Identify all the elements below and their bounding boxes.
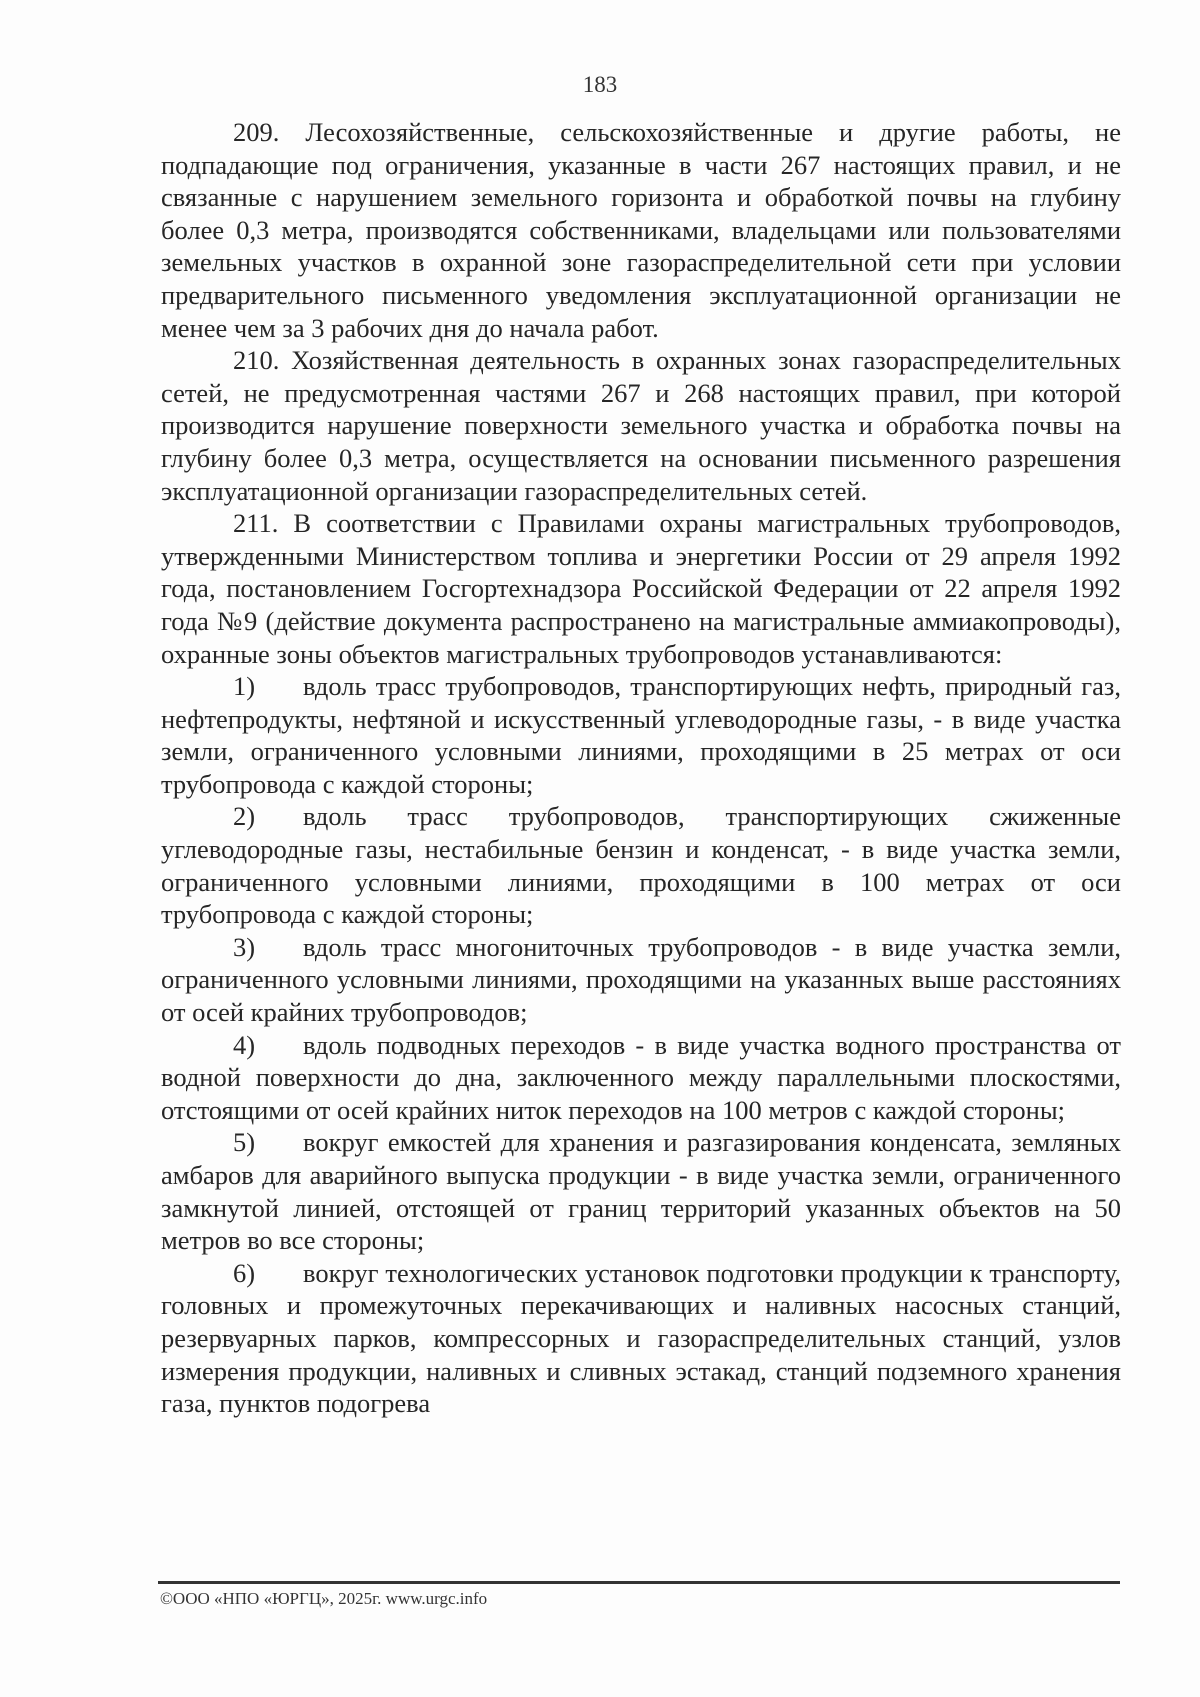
paragraph-211: 211. В соответствии с Правилами охраны магистральных трубопроводов, утвержденными Министерством топлива и энергетики России от 29 апреля 1992 года, постановлением Госгортехнадзора Российской Федерации от 22 апреля 1992 года №9 (действие документа распространено на магистральные аммиакопроводы), охранные зоны объектов магистральных трубопроводов устанавливаются: [161, 508, 1121, 669]
list-item-number: 6) [233, 1257, 256, 1288]
list-item-number: 4) [233, 1029, 256, 1060]
paragraph-210: 210. Хозяйственная деятельность в охранных зонах газораспределительных сетей, не предусмотренная частями 267 и 268 настоящих правил, при которой производится нарушение поверхности земельного участка и обработка почвы на глубину более 0,3 метра, осуществляется на основании письменного разрешения эксплуатационной организации газораспределительных сетей. [161, 345, 1121, 506]
list-item-text: вдоль трасс многониточных трубопроводов - в виде участка земли, ограниченного условными линиями, проходящими на указанных выше расстояниях от осей крайних трубопроводов; [161, 931, 1121, 1028]
list-item [161, 670, 1121, 800]
list-item-text: вокруг технологических установок подготовки продукции к транспорту, головных и промежуточных перекачивающих и наливных насосных станций, резервуарных парков, компрессорных и газораспределительных станций, узлов измерения продукции, наливных и сливных эстакад, станций подземного хранения газа, пунктов подогрева [161, 1257, 1121, 1419]
footer-copyright: ©ООО «НПО «ЮРГЦ», 2025г. www.urgc.info [160, 1589, 488, 1608]
footer-divider [158, 1581, 1120, 1584]
list-item-number: 2) [233, 801, 256, 832]
list-item [161, 1257, 1121, 1420]
list-item-text: вдоль трасс трубопроводов, транспортирующих нефть, природный газ, нефтепродукты, нефтяной и искусственный углеводородные газы, - в виде участка земли, ограниченного условными линиями, проходящими в 25 метрах от оси трубопровода с каждой стороны; [161, 671, 1121, 799]
page-number: 183 [582, 72, 618, 97]
list-item-text: вдоль подводных переходов - в виде участка водного пространства от водной поверхности до дна, заключенного между параллельными плоскостями, отстоящими от осей крайних ниток переходов на 100 метров с каждой стороны; [161, 1029, 1121, 1125]
document-body [161, 116, 1121, 1420]
list-item [161, 800, 1121, 930]
list-item [161, 1126, 1121, 1256]
list-item-number: 3) [233, 931, 256, 962]
list-item [161, 931, 1121, 1029]
list-item-number: 1) [233, 671, 256, 702]
list-item-text: вдоль трасс трубопроводов, транспортирующих сжиженные углеводородные газы, нестабильные бензин и конденсат, - в виде участка земли, ограниченного условными линиями, проходящими в 100 метрах от оси трубопровода с каждой стороны; [161, 801, 1121, 930]
list-item-text: вокруг емкостей для хранения и разгазирования конденсата, земляных амбаров для аварийного выпуска продукции - в виде участка земли, ограниченного замкнутой линией, отстоящей от границ территорий указанных объектов на 50 метров во все стороны; [161, 1127, 1121, 1256]
list-item-number: 5) [233, 1127, 256, 1158]
paragraph-209: 209. Лесохозяйственные, сельскохозяйственные и другие работы, не подпадающие под ограничения, указанные в части 267 настоящих правил, и не связанные с нарушением земельного горизонта и обработкой почвы на глубину более 0,3 метра, производятся собственниками, владельцами или пользователями земельных участков в охранной зоне газораспределительной сети при условии предварительного письменного уведомления эксплуатационной организации не менее чем за 3 рабочих дня до начала работ. [161, 117, 1121, 343]
list-item [161, 1029, 1121, 1127]
